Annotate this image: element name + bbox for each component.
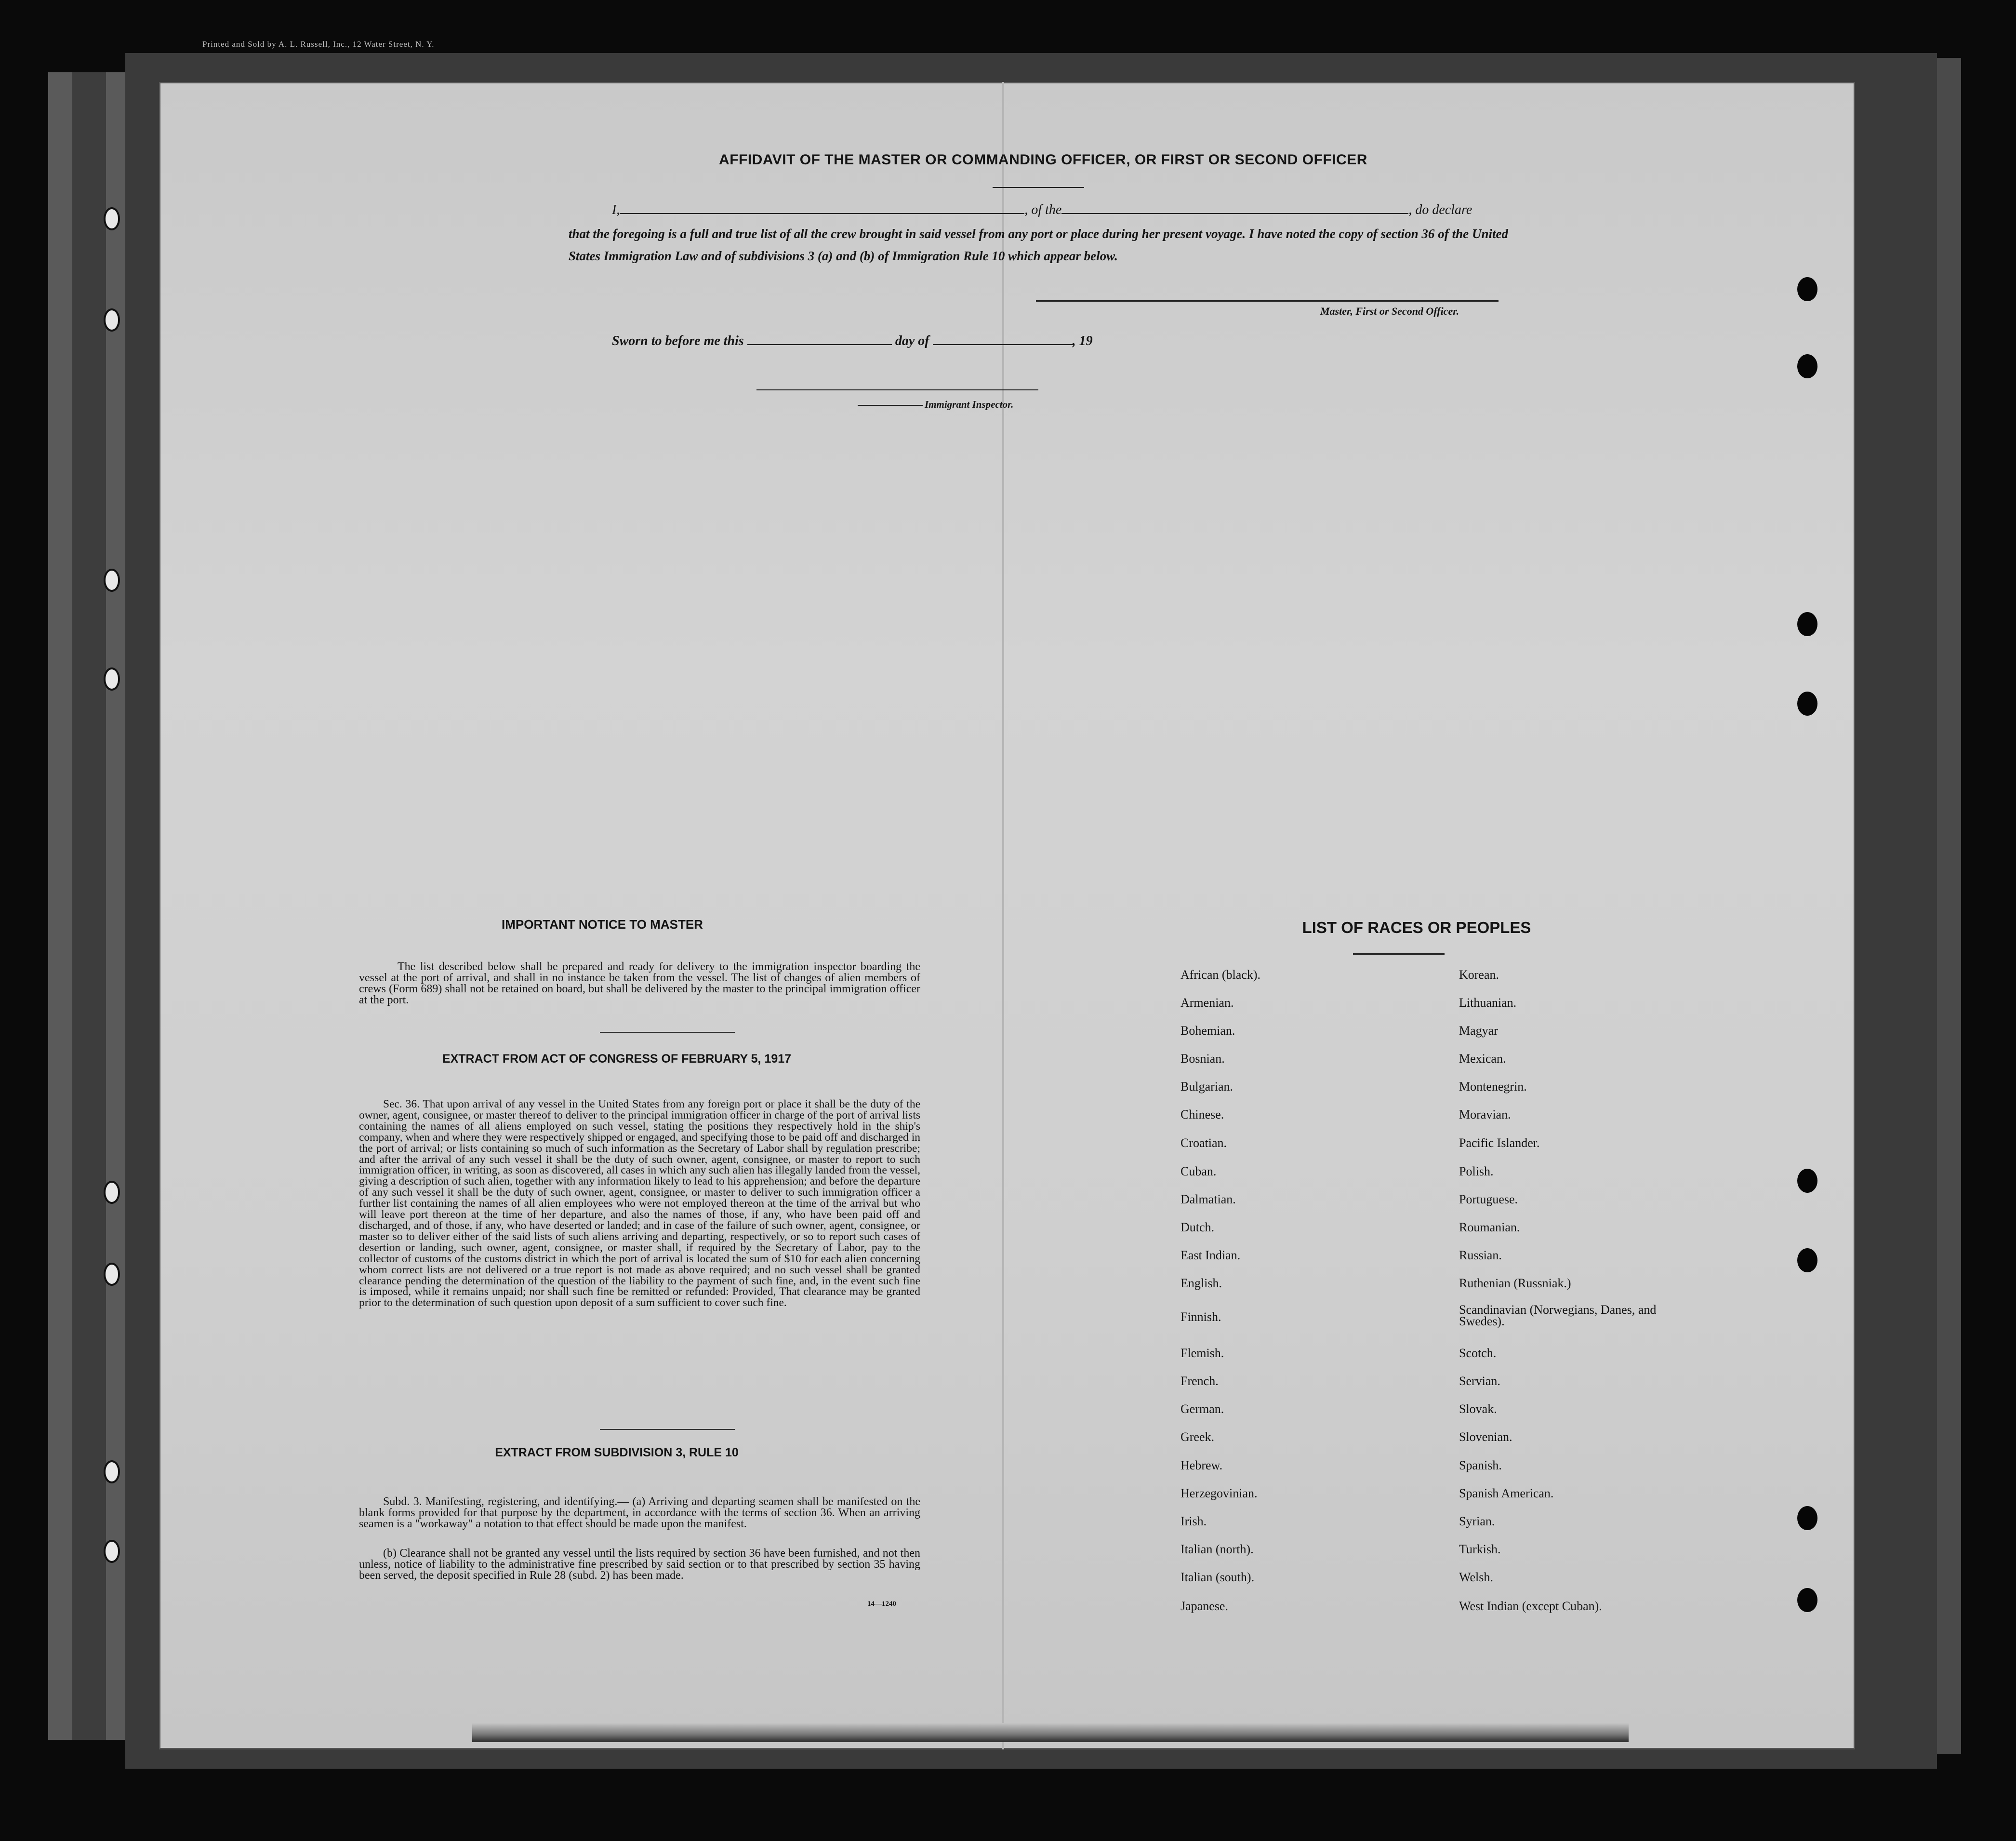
sworn-month-blank xyxy=(933,333,1073,345)
punch-hole xyxy=(1797,354,1817,378)
race-entry: Bohemian. xyxy=(1180,1024,1235,1038)
race-entry: Servian. xyxy=(1459,1374,1500,1388)
punch-hole xyxy=(1797,1248,1817,1272)
race-entry: Italian (south). xyxy=(1180,1570,1255,1584)
race-entry: Bulgarian. xyxy=(1180,1080,1233,1094)
binder-hole xyxy=(104,1181,120,1204)
race-entry: African (black). xyxy=(1180,968,1261,982)
notice-title: IMPORTANT NOTICE TO MASTER xyxy=(502,917,703,932)
race-entry: Scandinavian (Norwegians, Danes, and Swedes). xyxy=(1459,1303,1657,1328)
race-entry: Ruthenian (Russniak.) xyxy=(1459,1276,1571,1290)
section-divider xyxy=(600,1032,735,1033)
declarant-name-blank xyxy=(620,201,1024,214)
race-entry: Finnish. xyxy=(1180,1310,1221,1324)
race-entry: Dalmatian. xyxy=(1180,1192,1236,1206)
binder-hole xyxy=(104,1460,120,1483)
race-entry: Magyar xyxy=(1459,1024,1498,1038)
vessel-name-blank xyxy=(1061,201,1408,214)
race-entry: Pacific Islander. xyxy=(1459,1136,1540,1150)
race-entry: Polish. xyxy=(1459,1164,1494,1178)
binder-hole xyxy=(104,1263,120,1286)
race-entry: Cuban. xyxy=(1180,1164,1217,1178)
race-entry: West Indian (except Cuban). xyxy=(1459,1599,1602,1613)
race-entry: English. xyxy=(1180,1276,1222,1290)
vessel-prefix: , of the xyxy=(1024,202,1062,217)
inspector-label-row xyxy=(858,399,1013,411)
sworn-year: , 19 xyxy=(1072,334,1093,348)
race-entry: Slovak. xyxy=(1459,1402,1497,1416)
binder-hole xyxy=(104,308,120,332)
notice-body: The list described below shall be prepared and ready for delivery to the immigration inspector boarding the vessel at the port of arrival, and shall in no instance be taken from the vessel. The list of changes of alien members of crews (Form 689) shall not be retained on board, but shall be delivered by the master to the principal immigration officer at the port. xyxy=(359,961,920,1006)
section-divider xyxy=(600,1429,735,1430)
punch-hole xyxy=(1797,1169,1817,1193)
race-entry: Montenegrin. xyxy=(1459,1080,1527,1094)
declare-suffix: , do declare xyxy=(1408,202,1472,217)
inspector-short-rule xyxy=(858,405,923,406)
races-underline xyxy=(1353,953,1445,955)
race-entry: German. xyxy=(1180,1402,1224,1416)
signature-line xyxy=(1036,300,1499,302)
extract-rule-title: EXTRACT FROM SUBDIVISION 3, RULE 10 xyxy=(495,1446,739,1459)
page-fold xyxy=(1002,82,1004,1749)
punch-hole xyxy=(1797,1506,1817,1530)
race-entry: Chinese. xyxy=(1180,1107,1224,1121)
race-entry: Herzegovinian. xyxy=(1180,1486,1258,1500)
title-underline xyxy=(993,187,1084,188)
race-entry: Bosnian. xyxy=(1180,1052,1225,1066)
race-entry: Scotch. xyxy=(1459,1346,1497,1360)
race-entry: Italian (north). xyxy=(1180,1542,1254,1556)
extract-act-body: Sec. 36. That upon arrival of any vessel in the United States from any foreign port or place it shall be the duty of the owner, agent, consignee, or master thereof to deliver to the principal immigration officer in charge of the port of arrival lists containing the names of all aliens employed on such vessel, stating the positions they respectively hold in the ship's company, when and where they were respectively shipped or engaged, and specifying those to be paid off and discharged in the port of arrival; or lists containing so much of such information as the Secretary of Labor shall by regulation prescribe; and after the arrival of any such vessel it shall be the duty of such owner, agent, consignee, or master to report to such immigration officer, in writing, as soon as discovered, all cases in which any such alien has illegally landed from the vessel, giving a description of such alien, together with any information likely to lead to his apprehension; and before the departure of any such vessel it shall be the duty of such owner, agent, consignee, or master to deliver to such immigration officer a further list containing the names of all alien employees who were not employed thereon at the time of the arrival but who will leave port thereon at the time of her departure, and also the names of those, if any, who have been paid off and discharged, and of those, if any, who have deserted or landed; and in case of the failure of such owner, agent, consignee, or master so to deliver either of the said lists of such aliens arriving and departing, respectively, or so to report such cases of desertion or landing, such owner, agent, consignee, or master shall, if required by the Secretary of Labor, pay to the collector of customs of the customs district in which the port of arrival is located the sum of $10 for each alien concerning whom correct lists are not delivered or a true report is not made as above required; and no such vessel shall be granted clearance pending the determination of the question of the liability to the payment of such fine, and, in the event such fine is imposed, while it remains unpaid; nor shall such fine be remitted or refunded: Provided, That clearance may be granted prior to the determination of such question upon deposit of a sum sufficient to cover such fine. xyxy=(359,1098,920,1309)
race-entry: French. xyxy=(1180,1374,1219,1388)
race-entry: Korean. xyxy=(1459,968,1499,982)
race-entry: Slovenian. xyxy=(1459,1430,1512,1444)
races-title: LIST OF RACES OR PEOPLES xyxy=(1302,919,1531,936)
punch-hole xyxy=(1797,612,1817,636)
race-entry: East Indian. xyxy=(1180,1248,1241,1262)
inspector-signature-line xyxy=(756,389,1038,390)
inspector-label: Immigrant Inspector. xyxy=(925,399,1014,410)
race-entry: Spanish. xyxy=(1459,1458,1502,1472)
binder-hole xyxy=(104,1540,120,1563)
form-number: 14—1240 xyxy=(867,1600,896,1608)
race-entry: Welsh. xyxy=(1459,1570,1493,1584)
race-entry: Portuguese. xyxy=(1459,1192,1518,1206)
printer-note: Printed and Sold by A. L. Russell, Inc., 12 Water Street, N. Y. xyxy=(202,40,435,49)
race-entry: Syrian. xyxy=(1459,1514,1495,1528)
race-entry: Roumanian. xyxy=(1459,1220,1520,1234)
affidavit-body: that the foregoing is a full and true list of all the crew brought in said vessel from any port or place during her present voyage. I have noted the copy of section 36 of the United States Immigration Law and of subdivisions 3 (a) and (b) of Immigration Rule 10 which appear below. xyxy=(569,227,1508,263)
binder-hole xyxy=(104,667,120,691)
race-entry: Croatian. xyxy=(1180,1136,1227,1150)
race-entry: Armenian. xyxy=(1180,996,1234,1010)
race-entry: Moravian. xyxy=(1459,1107,1511,1121)
race-entry: Irish. xyxy=(1180,1514,1207,1528)
race-entry: Lithuanian. xyxy=(1459,996,1517,1010)
race-entry: Flemish. xyxy=(1180,1346,1224,1360)
race-entry: Mexican. xyxy=(1459,1052,1506,1066)
race-entry: Hebrew. xyxy=(1180,1458,1223,1472)
extract-rule-body-a: Subd. 3. Manifesting, registering, and identifying.— (a) Arriving and departing seamen shall be manifested on the blank forms provided for that purpose by the department, in accordance with the terms of section 36. When an arriving seamen is a "workaway" a notation to that effect should be made upon the manifest. xyxy=(359,1495,920,1530)
race-entry: Japanese. xyxy=(1180,1599,1228,1613)
binder-hole xyxy=(104,569,120,592)
sworn-date-blank xyxy=(747,333,892,345)
punch-hole xyxy=(1797,1588,1817,1612)
torn-bottom-edge xyxy=(472,1723,1629,1742)
declarant-prefix: I, xyxy=(612,202,620,217)
sworn-prefix: Sworn to before me this xyxy=(612,334,744,348)
binder-edge-left-inner xyxy=(72,72,106,1740)
binder-hole xyxy=(104,207,120,230)
punch-hole xyxy=(1797,692,1817,716)
extract-rule-body-b: (b) Clearance shall not be granted any vessel until the lists required by section 36 have been furnished, and not then unless, notice of liability to the administrative fine prescribed by said section or to that prescribed by section 35 having been served, the deposit specified in Rule 28 (subd. 2) has been made. xyxy=(359,1547,920,1582)
punch-hole xyxy=(1797,277,1817,301)
race-entry: Turkish. xyxy=(1459,1542,1501,1556)
race-entry: Greek. xyxy=(1180,1430,1215,1444)
sworn-day-of: day of xyxy=(895,334,929,348)
sworn-line xyxy=(612,333,1093,349)
race-entry: Dutch. xyxy=(1180,1220,1215,1234)
race-entry: Spanish American. xyxy=(1459,1486,1554,1500)
declaration-line xyxy=(612,201,1472,218)
race-entry: Russian. xyxy=(1459,1248,1502,1262)
affidavit-title: AFFIDAVIT OF THE MASTER OR COMMANDING OFFICER, OR FIRST OR SECOND OFFICER xyxy=(719,152,1367,168)
extract-act-title: EXTRACT FROM ACT OF CONGRESS OF FEBRUARY 5, 1917 xyxy=(442,1052,792,1066)
signature-label: Master, First or Second Officer. xyxy=(1320,305,1459,317)
